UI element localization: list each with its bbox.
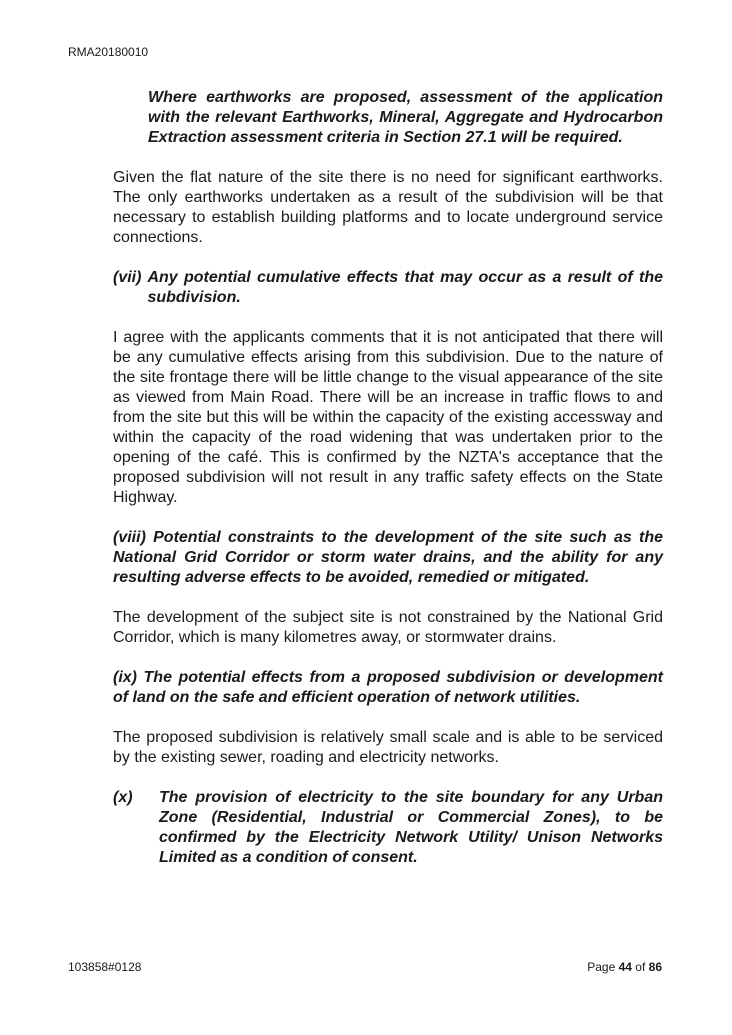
earthworks-criteria-heading: Where earthworks are proposed, assessment of the application with the relevant Earthworks, Mineral, Aggregate and Hydrocarbon Extraction assessment criteria in Section 27.1 will be required. <box>148 89 663 146</box>
section-ix-response: The proposed subdivision is relatively small scale and is able to be serviced by the existing sewer, roading and electricity networks. <box>113 729 663 766</box>
section-viii-response: The development of the subject site is not constrained by the National Grid Corridor, which is many kilometres away, or stormwater drains. <box>113 609 663 646</box>
page-body <box>113 88 663 868</box>
section-vii-number: (vii) <box>113 269 142 286</box>
current-page: 44 <box>618 960 632 974</box>
earthworks-response: Given the flat nature of the site there is no need for significant earthworks. The only earthworks undertaken as a result of the subdivision will be that necessary to establish building platforms and to locate underground service connections. <box>113 169 663 246</box>
section-vii-response: I agree with the applicants comments that it is not anticipated that there will be any cumulative effects arising from this subdivision. Due to the nature of the site frontage there will be little change to the visual appearance of the site as viewed from Main Road. There will be an increase in traffic flows to and from the site but this will be within the capacity of the existing accessway and within the capacity of the road widening that was undertaken prior to the opening of the café. This is confirmed by the NZTA's acceptance that the proposed subdivision will not result in any traffic safety effects on the State Highway. <box>113 329 663 506</box>
section-viii-heading: (viii) Potential constraints to the development of the site such as the National Grid Corridor or storm water drains, and the ability for any resulting adverse effects to be avoided, remedied or mitigated. <box>113 529 663 586</box>
section-vii-title: Any potential cumulative effects that may occur as a result of the subdivision. <box>147 269 663 306</box>
section-vii-heading <box>113 268 663 308</box>
section-x-heading <box>113 788 663 868</box>
footer-page-number: Page 44 of 86 <box>587 960 662 974</box>
total-pages: 86 <box>648 960 662 974</box>
section-x-title: The provision of electricity to the site boundary for any Urban Zone (Residential, Industrial or Commercial Zones), to be confirmed by the Electricity Network Utility/ Unison Networks Limited as a condition of consent. <box>159 789 663 866</box>
section-x-number: (x) <box>113 789 133 806</box>
footer-document-id: 103858#0128 <box>68 960 142 974</box>
document-reference: RMA20180010 <box>68 45 149 59</box>
section-ix-heading: (ix) The potential effects from a proposed subdivision or development of land on the safe and efficient operation of network utilities. <box>113 669 663 706</box>
